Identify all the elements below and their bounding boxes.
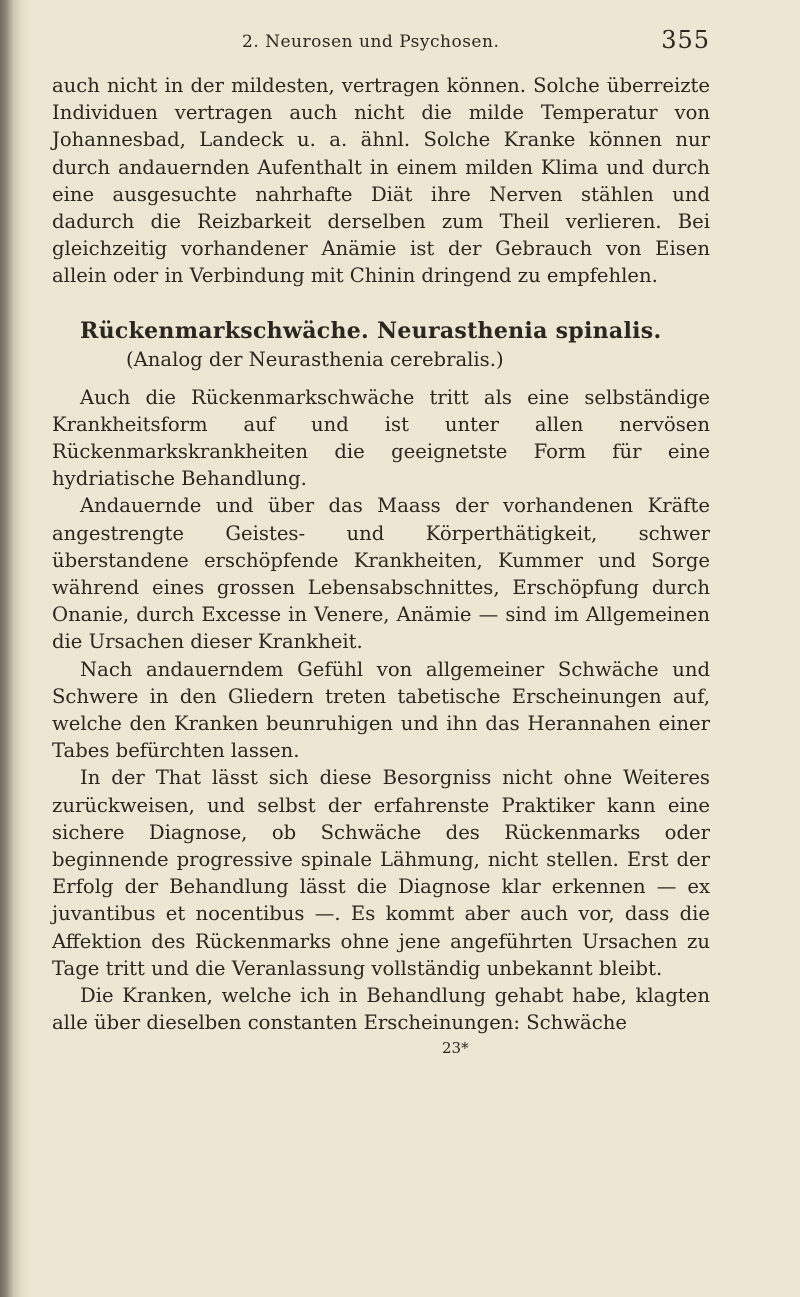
book-page [52, 14, 710, 1057]
section-subheading: (Analog der Neurasthenia cerebralis.) [126, 347, 504, 371]
paragraph-intro: auch nicht in der mildesten, vertragen können. Solche überreizte Individuen vertragen auch nicht die milde Temperatur von Johannesbad, Landeck u. a. ähnl. Solche Kranke können nur durch andauernden Aufenthalt in einem milden Klima und durch eine ausgesuchte nahrhafte Diät ihre Nerven stählen und dadurch die Reizbarkeit derselben zum Theil verlieren. Bei gleichzeitig vorhandener Anämie ist der Gebrauch von Eisen allein oder in Verbindung mit Chinin dringend zu empfehlen. [52, 74, 710, 288]
body-text [52, 72, 710, 1057]
page-number: 355 [661, 26, 710, 54]
paragraph: In der That lässt sich diese Besorgniss nicht ohne Weiteres zurückweisen, und selbst der erfahrenste Praktiker kann eine sichere Diagnose, ob Schwäche des Rückenmarks oder beginnende progressive spinale Lähmung, nicht stellen. Erst der Erfolg der Behandlung lässt die Diagnose klar erkennen — ex juvantibus et nocentibus —. Es kommt aber auch vor, dass die Affektion des Rückenmarks ohne jene angeführten Ursachen zu Tage tritt und die Veranlassung vollständig unbekannt bleibt. [52, 766, 710, 980]
running-head-title: 2. Neurosen und Psychosen. [242, 32, 500, 52]
signature-mark: 23* [442, 1038, 469, 1057]
running-head [52, 14, 710, 58]
book-binding-shadow [0, 0, 30, 1297]
paragraph: Nach andauerndem Gefühl von allgemeiner Schwäche und Schwere in den Gliedern treten tabetische Erscheinungen auf, welche den Kranken beunruhigen und ihn das Herannahen einer Tabes befürchten lassen. [52, 657, 710, 763]
section-heading: Rückenmarkschwäche. Neurasthenia spinalis. [80, 317, 662, 344]
paragraph: Die Kranken, welche ich in Behandlung gehabt habe, klagten alle über dieselben constanten Erscheinungen: Schwäche [52, 984, 710, 1035]
paragraph: Andauernde und über das Maass der vorhandenen Kräfte angestrengte Geistes- und Körperthätigkeit, schwer überstandene erschöpfende Krankheiten, Kummer und Sorge während eines grossen Lebensabschnittes, Erschöpfung durch Onanie, durch Excesse in Venere, Anämie — sind im Allgemeinen die Ursachen dieser Krankheit. [52, 494, 710, 654]
paragraph: Auch die Rückenmarkschwäche tritt als eine selbständige Krankheitsform auf und ist unter allen nervösen Rückenmarkskrankheiten die geeignetste Form für eine hydriatische Behandlung. [52, 385, 710, 491]
